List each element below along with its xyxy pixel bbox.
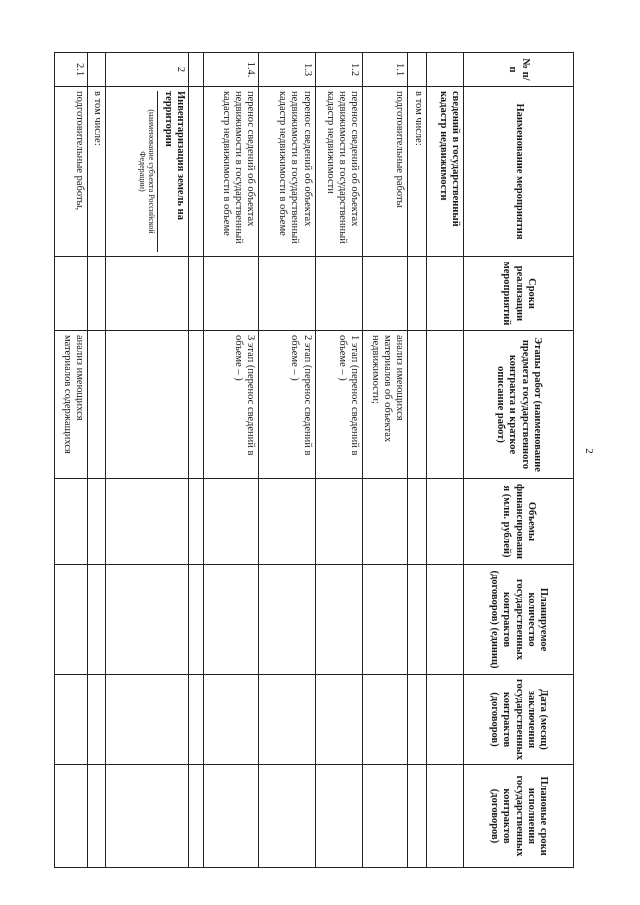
row-deadline (408, 765, 427, 868)
row-date (55, 675, 88, 765)
row-count (426, 565, 463, 675)
row-activity: сведений в государственный кадастр недвижимости (426, 87, 463, 257)
row-activity: перенос сведений об объектах недвижимости в государственный кадастр недвижимости (315, 87, 363, 257)
row-count (55, 565, 88, 675)
row-date (87, 675, 106, 765)
row-activity (189, 87, 204, 257)
row-term (87, 257, 106, 331)
row-date (106, 675, 189, 765)
row-count (258, 565, 315, 675)
row-stage (426, 331, 463, 479)
row-funding (87, 479, 106, 565)
row-term (106, 257, 189, 331)
row-count (363, 565, 408, 675)
row-num: 1.4. (204, 53, 258, 87)
row-count (87, 565, 106, 675)
header-row (464, 53, 574, 868)
row-term (55, 257, 88, 331)
activities-table (54, 52, 574, 868)
row-funding (315, 479, 363, 565)
row-activity: перенос сведений об объектах недвижимости в государственный кадастр недвижимости в объеме (204, 87, 258, 257)
row-deadline (258, 765, 315, 868)
row-deadline (106, 765, 189, 868)
row-num: 1.2 (315, 53, 363, 87)
header-activity: Наименование мероприятия (464, 87, 574, 257)
fill-in-line (157, 91, 162, 252)
table-row (315, 53, 363, 868)
row-date (258, 675, 315, 765)
table-row (55, 53, 88, 868)
row-term (408, 257, 427, 331)
row-activity (106, 87, 189, 257)
row-activity-title: Инвентаризация земель на территории (163, 91, 187, 220)
row-stage (87, 331, 106, 479)
header-stages: Этапы работ (наименование предмета государственного контракта и краткое описание работ) (464, 331, 574, 479)
table-row (189, 53, 204, 868)
row-deadline (55, 765, 88, 868)
header-contract-date: Дата (месяц) заключения государственных контрактов (договоров) (464, 675, 574, 765)
row-term (204, 257, 258, 331)
row-deadline (315, 765, 363, 868)
row-deadline (204, 765, 258, 868)
row-term (315, 257, 363, 331)
row-stage: анализ имеющихся материалов содержащихся (55, 331, 88, 479)
document-sheet (54, 52, 574, 867)
row-count (315, 565, 363, 675)
header-funding: Объемы финансирования (млн. рублей) (464, 479, 574, 565)
row-num: 1.3 (258, 53, 315, 87)
row-count (189, 565, 204, 675)
row-activity: подготовительные работы, (55, 87, 88, 257)
header-contracts-count: Планируемое количество государственных контрактов (договоров) (единиц) (464, 565, 574, 675)
header-num: № п/п (464, 53, 574, 87)
row-funding (189, 479, 204, 565)
row-deadline (87, 765, 106, 868)
table-row (258, 53, 315, 868)
row-deadline (363, 765, 408, 868)
row-stage: 2 этап (перенос сведений в объеме – ) (258, 331, 315, 479)
row-stage (408, 331, 427, 479)
table-row (363, 53, 408, 868)
row-num (408, 53, 427, 87)
row-num: 2 (106, 53, 189, 87)
row-count (408, 565, 427, 675)
row-date (363, 675, 408, 765)
table-row (426, 53, 463, 868)
row-activity: подготовительные работы (363, 87, 408, 257)
table-row (106, 53, 189, 868)
header-contract-terms: Плановые сроки исполнения государственных контрактов (договоров) (464, 765, 574, 868)
row-activity: перенос сведений об объектах недвижимости в государственный кадастр недвижимости в объеме (258, 87, 315, 257)
row-stage (189, 331, 204, 479)
table-row (87, 53, 106, 868)
row-term (363, 257, 408, 331)
row-term (426, 257, 463, 331)
row-date (426, 675, 463, 765)
header-term: Сроки реализации мероприятий (464, 257, 574, 331)
row-num (189, 53, 204, 87)
row-count (106, 565, 189, 675)
row-stage (106, 331, 189, 479)
row-funding (258, 479, 315, 565)
row-date (204, 675, 258, 765)
row-num (426, 53, 463, 87)
row-stage: 3 этап (перенос сведений в объеме – ) (204, 331, 258, 479)
row-date (189, 675, 204, 765)
row-stage: 1 этап (перенос сведений в объеме – ) (315, 331, 363, 479)
row-deadline (189, 765, 204, 868)
row-activity-note: (наименование субъекта Российской Федерации) (137, 109, 157, 234)
row-count (204, 565, 258, 675)
table-row (408, 53, 427, 868)
row-funding (408, 479, 427, 565)
row-funding (363, 479, 408, 565)
row-funding (204, 479, 258, 565)
row-num: 1.1 (363, 53, 408, 87)
table-row (204, 53, 258, 868)
row-term (258, 257, 315, 331)
row-term (189, 257, 204, 331)
row-stage: анализ имеющихся материалов об объектах недвижимости; (363, 331, 408, 479)
row-num: 2.1 (55, 53, 88, 87)
page-number: 2 (582, 448, 595, 454)
row-funding (426, 479, 463, 565)
row-deadline (426, 765, 463, 868)
row-activity: в том числе: (408, 87, 427, 257)
row-funding (55, 479, 88, 565)
row-date (408, 675, 427, 765)
row-date (315, 675, 363, 765)
row-num (87, 53, 106, 87)
row-funding (106, 479, 189, 565)
row-activity: в том числе: (87, 87, 106, 257)
